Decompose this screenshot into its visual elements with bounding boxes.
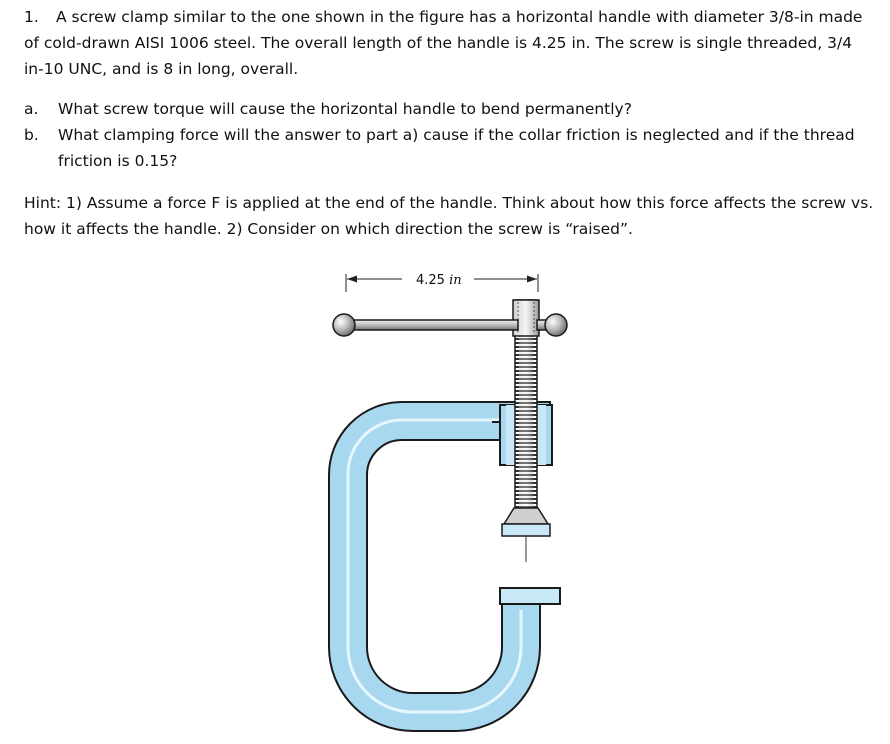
part-text: What clamping force will the answer to part a) cause if the collar friction is neglected and if the thread friction is 0.15? — [58, 126, 855, 170]
swivel-foot — [504, 508, 548, 524]
hint-text: Hint: 1) Assume a force F is applied at the end of the handle. Think about how this force affects the screw vs. how it affects the handle. 2) Consider on which direction the screw is “raised”. — [24, 194, 874, 238]
part-letter: b. — [24, 126, 39, 144]
dimension-line — [346, 273, 538, 292]
problem-number: 1. — [24, 8, 39, 26]
lower-jaw-anvil — [500, 588, 560, 604]
dimension-label: 4.25 in — [416, 273, 462, 288]
question-part-a — [24, 96, 874, 122]
part-letter: a. — [24, 100, 39, 118]
screw-clamp-illustration — [316, 262, 596, 740]
handle-ball-left — [333, 314, 355, 336]
question-parts — [24, 96, 874, 174]
problem-text: A screw clamp similar to the one shown in the figure has a horizontal handle with diameter 3/8-in made of cold-drawn AISI 1006 steel. The overall length of the handle is 4.25 in. The screw is single threaded, 3/4 in-10 UNC, and is 8 in long, overall. — [24, 8, 863, 78]
frame-highlight — [348, 420, 521, 712]
handle-bar — [354, 320, 518, 330]
part-text: What screw torque will cause the horizontal handle to bend permanently? — [58, 100, 632, 118]
question-part-b — [24, 122, 874, 174]
swivel-pad — [502, 524, 550, 536]
problem-statement — [24, 4, 874, 82]
screw-clamp-figure — [316, 262, 596, 740]
handle-ball-right — [545, 314, 567, 336]
